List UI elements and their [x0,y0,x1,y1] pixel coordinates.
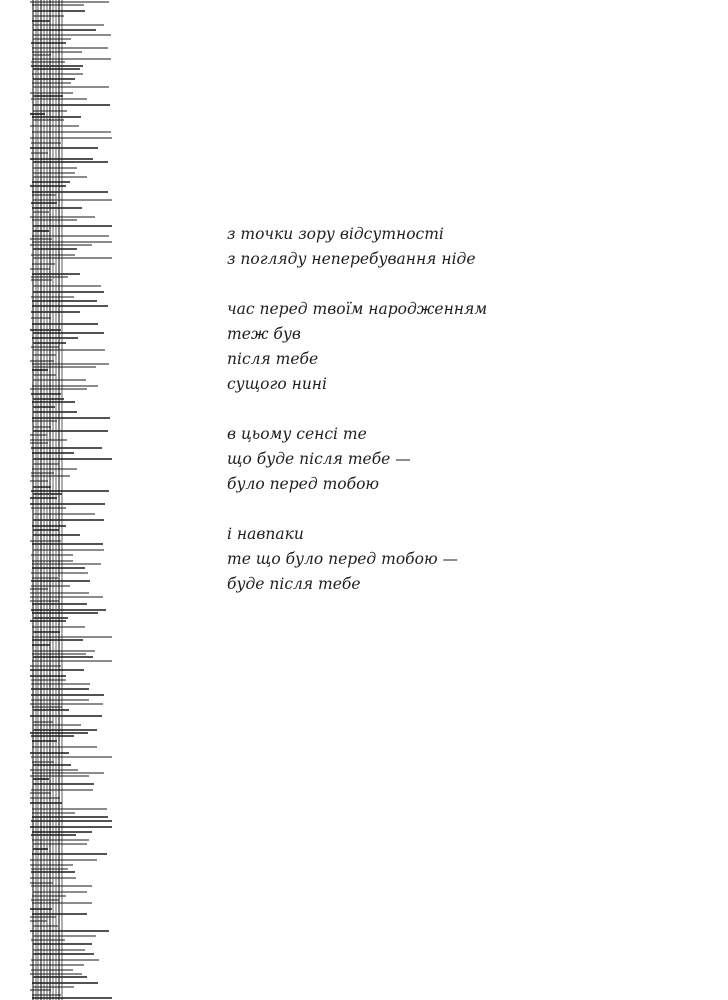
poem-line: теж був [227,325,301,343]
poem-line: після тебе [227,350,319,368]
stanza [227,422,667,497]
poem-line: було перед тобою [227,475,380,493]
stanza [227,222,667,272]
poem-line: час перед твоїм народженням [227,300,488,318]
poem-line: і навпаки [227,525,304,543]
poem-line: в цьому сенсі те [227,425,367,443]
poem-line: сущого нині [227,375,327,393]
poem-line: з погляду неперебування ніде [227,250,476,268]
stanza [227,522,667,597]
poem-line: буде після тебе [227,575,361,593]
barcode-pattern-icon [0,0,120,1000]
poem-line: з точки зору відсутності [227,225,444,243]
poem-line: те що було перед тобою — [227,550,459,568]
poem-line: що буде після тебе — [227,450,411,468]
poem-text [227,222,667,622]
stanza [227,297,667,397]
